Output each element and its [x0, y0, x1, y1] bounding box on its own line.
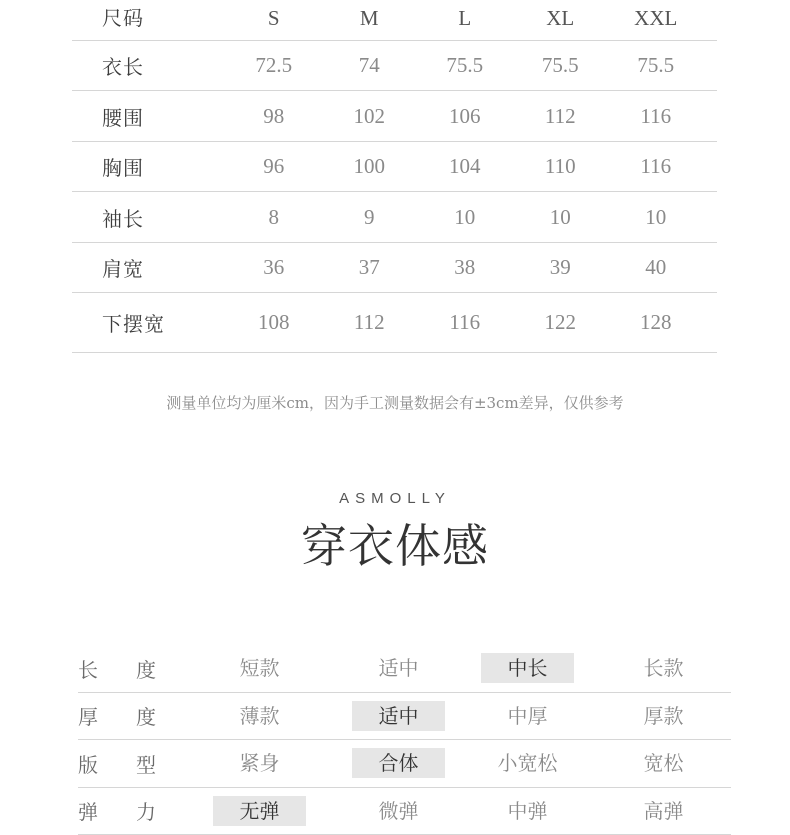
size-row-length [72, 41, 717, 91]
fit-row-label [78, 701, 198, 730]
fit-option-selected: 中长 [481, 653, 574, 683]
size-cell: 108 [226, 310, 322, 335]
size-cell: 122 [513, 310, 609, 335]
fit-option: 短款 [213, 653, 306, 683]
fit-option: 厚款 [617, 701, 710, 731]
fit-row-silhouette [78, 740, 731, 788]
fit-row-label [78, 749, 198, 778]
fit-option: 中厚 [481, 701, 574, 731]
fit-feel-table [78, 645, 731, 835]
size-cell: 75.5 [513, 53, 609, 78]
size-cell: 112 [513, 104, 609, 129]
size-cell: 74 [322, 53, 418, 78]
measurement-note: 测量单位均为厘米cm，因为手工测量数据会有±3cm差异，仅供参考 [0, 392, 790, 413]
fit-option-selected: 合体 [352, 748, 445, 778]
fit-label-char: 版 [78, 749, 98, 778]
fit-row-length [78, 645, 731, 693]
size-cell: 116 [608, 154, 704, 179]
section-title: 穿衣体感 [0, 510, 790, 576]
fit-option-selected: 适中 [352, 701, 445, 731]
size-cell: 39 [513, 255, 609, 280]
size-header-xl: XL [513, 0, 609, 38]
fit-option: 高弹 [617, 796, 710, 826]
size-cell: 128 [608, 310, 704, 335]
size-row-label: 胸围 [72, 152, 226, 181]
brand-name: ASMOLLY [0, 490, 790, 507]
size-cell: 72.5 [226, 53, 322, 78]
size-row-chest [72, 142, 717, 192]
size-cell: 96 [226, 154, 322, 179]
size-cell: 112 [322, 310, 418, 335]
fit-option: 适中 [352, 653, 445, 683]
fit-row-thickness [78, 693, 731, 741]
size-chart-table [72, 0, 717, 353]
fit-label-char: 度 [136, 654, 156, 683]
fit-option: 宽松 [617, 748, 710, 778]
fit-label-char: 弹 [78, 796, 98, 825]
size-cell: 106 [417, 104, 513, 129]
fit-option: 小宽松 [481, 748, 574, 778]
size-cell: 116 [417, 310, 513, 335]
fit-option: 中弹 [481, 796, 574, 826]
size-cell: 104 [417, 154, 513, 179]
fit-label-char: 厚 [78, 701, 98, 730]
size-row-hem [72, 293, 717, 353]
size-cell: 100 [322, 154, 418, 179]
fit-label-char: 度 [136, 701, 156, 730]
fit-row-label [78, 654, 198, 683]
size-cell: 10 [513, 205, 609, 230]
size-cell: 36 [226, 255, 322, 280]
size-row-shoulder [72, 243, 717, 293]
size-header-m: M [322, 0, 418, 38]
size-cell: 75.5 [608, 53, 704, 78]
size-row-label: 肩宽 [72, 253, 226, 282]
size-cell: 116 [608, 104, 704, 129]
size-row-label: 腰围 [72, 102, 226, 131]
size-header-s: S [226, 0, 322, 38]
size-cell: 38 [417, 255, 513, 280]
fit-option: 紧身 [213, 748, 306, 778]
size-row-label: 下摆宽 [72, 308, 226, 337]
size-header-l: L [417, 0, 513, 38]
fit-row-label [78, 796, 198, 825]
size-cell: 40 [608, 255, 704, 280]
size-row-sleeve [72, 192, 717, 243]
fit-label-char: 力 [136, 796, 156, 825]
fit-option: 薄款 [213, 701, 306, 731]
size-cell: 10 [608, 205, 704, 230]
fit-option-selected: 无弹 [213, 796, 306, 826]
size-row-label: 衣长 [72, 51, 226, 80]
size-header-label: 尺码 [72, 0, 226, 38]
size-cell: 37 [322, 255, 418, 280]
fit-label-char: 长 [78, 654, 98, 683]
size-header-xxl: XXL [608, 0, 704, 38]
size-cell: 110 [513, 154, 609, 179]
fit-row-elasticity [78, 788, 731, 835]
fit-option: 长款 [617, 653, 710, 683]
size-cell: 10 [417, 205, 513, 230]
size-cell: 9 [322, 205, 418, 230]
size-cell: 98 [226, 104, 322, 129]
fit-label-char: 型 [136, 749, 156, 778]
size-cell: 75.5 [417, 53, 513, 78]
size-cell: 102 [322, 104, 418, 129]
fit-option: 微弹 [352, 796, 445, 826]
size-cell: 8 [226, 205, 322, 230]
size-row-label: 袖长 [72, 203, 226, 232]
size-chart-header-row [72, 0, 717, 41]
size-row-waist [72, 91, 717, 142]
